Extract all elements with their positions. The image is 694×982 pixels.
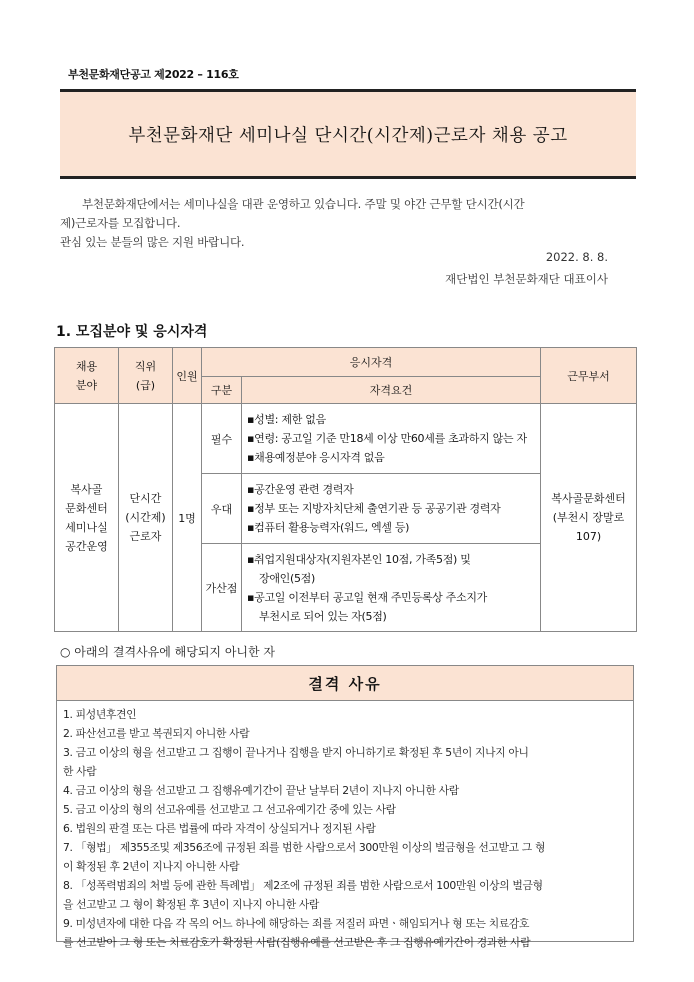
disqualification-line: 이 확정된 후 2년이 지나지 아니한 사람 xyxy=(63,860,240,873)
header-count: 인원 xyxy=(173,348,202,404)
field-line: 복사골 xyxy=(70,482,103,496)
department-cell xyxy=(541,404,637,632)
disqualification-line: 을 선고받고 그 형이 확정된 후 3년이 지나지 아니한 사람 xyxy=(63,898,320,911)
eligibility-note: ○ 아래의 결격사유에 해당되지 아니한 자 xyxy=(60,645,276,659)
required-items xyxy=(242,404,541,474)
header-position xyxy=(119,348,173,404)
preferred-items xyxy=(242,474,541,544)
preferred-item: ▪컴퓨터 활용능력자(워드, 엑셀 등) xyxy=(247,521,410,534)
recruitment-table xyxy=(54,347,637,632)
position-cell xyxy=(119,404,173,632)
header-position-line: 직위 xyxy=(134,359,157,373)
position-line: 단시간 xyxy=(129,492,162,505)
field-line: 문화센터 xyxy=(65,501,108,515)
bonus-item: ▪공고일 이전부터 공고일 현재 주민등록상 주소지가 xyxy=(247,590,487,604)
bonus-items xyxy=(242,544,541,632)
notice-date: 2022. 8. 8. xyxy=(545,250,608,264)
preferred-item: ▪공간운영 관련 경력자 xyxy=(247,483,354,496)
header-field xyxy=(55,348,119,404)
header-type: 구분 xyxy=(202,377,242,404)
requirement-item: ▪연령: 공고일 기준 만18세 이상 만60세를 초과하지 않는 자 xyxy=(247,432,527,445)
disqualification-line: 9. 미성년자에 대한 다음 각 목의 어느 하나에 해당하는 죄를 저질러 파면ㆍ해임되거나 형 또는 치료감호 xyxy=(63,917,530,930)
requirement-item: ▪채용예정분야 응시자격 없음 xyxy=(247,451,385,464)
disqualification-line: 6. 법원의 판결 또는 다른 법률에 따라 자격이 상실되거나 정지된 사람 xyxy=(63,822,376,835)
disqualification-line: 한 사람 xyxy=(63,765,97,778)
disqualification-box xyxy=(56,665,634,949)
position-line: (시간제) xyxy=(125,511,166,524)
preferred-item: ▪정부 또는 지방자치단체 출연기관 등 공공기관 경력자 xyxy=(247,502,501,515)
field-line: 세미나실 xyxy=(65,520,108,534)
intro-line-2: 제)근로자를 모집합니다. xyxy=(60,216,181,230)
disqualification-line: 8. 「성폭력범죄의 처벌 등에 관한 특례법」 제2조에 규정된 죄를 범한 사람으로서 100만원 이상의 벌금형 xyxy=(63,879,543,892)
disqualification-line: 3. 금고 이상의 형을 선고받고 그 집행이 끝나거나 집행을 받지 아니하기로 확정된 후 5년이 지나지 아니 xyxy=(63,746,529,759)
header-field-line: 분야 xyxy=(75,378,98,392)
section-title: 1. 모집분야 및 응시자격 xyxy=(56,324,208,340)
issuer-signature: 재단법인 부천문화재단 대표이사 xyxy=(445,272,608,286)
requirement-item: ▪성별: 제한 없음 xyxy=(247,413,326,426)
position-line: 근로자 xyxy=(129,530,162,543)
disqualification-line: 4. 금고 이상의 형을 선고받고 그 집행유예기간이 끝난 날부터 2년이 지나지 아니한 사람 xyxy=(63,784,459,797)
count-cell: 1명 xyxy=(173,404,202,632)
page-title: 부천문화재단 세미나실 단시간(시간제)근로자 채용 공고 xyxy=(128,125,568,146)
header-qualification: 응시자격 xyxy=(202,348,541,377)
header-field-line: 채용 xyxy=(75,359,98,373)
header-requirement: 자격요건 xyxy=(242,377,541,404)
header-position-line: (급) xyxy=(135,378,156,392)
department-line: (부천시 장말로 xyxy=(552,511,625,524)
disqualification-line: 7. 「형법」 제355조및 제356조에 규정된 죄를 범한 사람으로서 300만원 이상의 벌금형을 선고받고 그 형 xyxy=(63,841,546,854)
disqualification-heading: 결격 사유 xyxy=(57,666,633,701)
disqualification-line: 1. 피성년후견인 xyxy=(63,708,137,721)
disqualification-line: 를 선고받아 그 형 또는 치료감호가 확정된 사람(집행유예를 선고받은 후 그 집행유예기간이 경과한 사람 xyxy=(63,936,531,949)
bonus-item: ▪취업지원대상자(지원자본인 10점, 가족5점) 및 xyxy=(247,552,471,566)
disqualification-line: 2. 파산선고를 받고 복권되지 아니한 사람 xyxy=(63,727,250,740)
department-line: 복사골문화센터 xyxy=(551,492,626,505)
required-label: 필수 xyxy=(202,404,242,474)
bonus-item-cont: 부천시로 되어 있는 자(5점) xyxy=(259,609,387,623)
title-banner xyxy=(60,89,636,179)
document-number: 부천문화재단공고 제2022 – 116호 xyxy=(68,68,239,81)
intro-line-3: 관심 있는 분들의 많은 지원 바랍니다. xyxy=(60,235,245,249)
disqualification-list xyxy=(57,701,633,952)
intro-paragraph xyxy=(60,195,632,252)
bonus-label: 가산점 xyxy=(202,544,242,632)
intro-line-1: 부천문화재단에서는 세미나실을 대관 운영하고 있습니다. 주말 및 야간 근무할 단시간(시간 xyxy=(82,197,525,211)
field-cell xyxy=(55,404,119,632)
field-line: 공간운영 xyxy=(65,539,108,553)
department-line: 107) xyxy=(575,530,602,543)
preferred-label: 우대 xyxy=(202,474,242,544)
header-department: 근무부서 xyxy=(541,348,637,404)
bonus-item-cont: 장애인(5점) xyxy=(259,571,315,585)
disqualification-line: 5. 금고 이상의 형의 선고유예를 선고받고 그 선고유예기간 중에 있는 사람 xyxy=(63,803,396,816)
